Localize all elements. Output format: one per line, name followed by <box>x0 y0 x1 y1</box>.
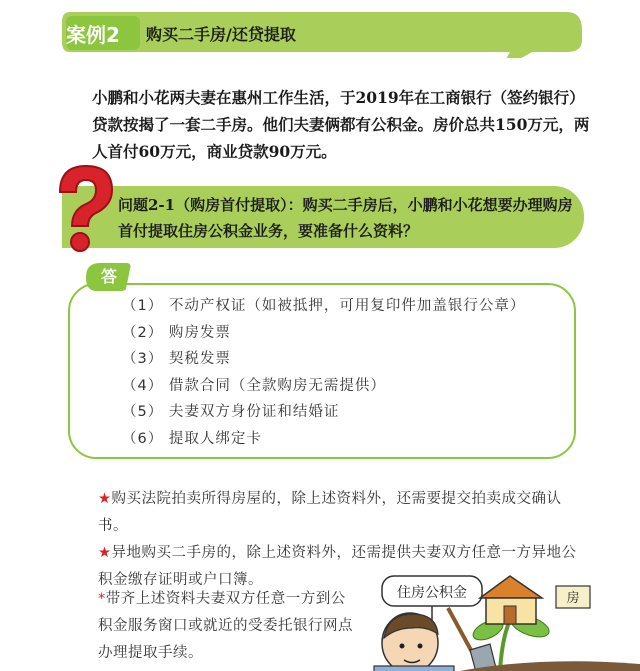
list-item: （2） 购房发票 <box>122 324 231 341</box>
house-roof <box>480 576 542 598</box>
note-procedure <box>98 586 354 667</box>
star-icon: ★ <box>98 545 112 561</box>
asterisk-icon: * <box>98 591 106 607</box>
cartoon-illustration <box>360 568 640 671</box>
house-label: 房 <box>566 591 580 606</box>
case-title: 购买二手房/还贷提取 <box>146 25 296 44</box>
list-item: （3） 契税发票 <box>122 351 231 367</box>
list-item: （4） 借款合同（全款购房无需提供） <box>122 377 386 394</box>
question-mark-icon <box>48 162 118 257</box>
sign-text: 住房公积金 <box>397 585 467 601</box>
note-text: 带齐上述资料夫妻双方任意一方到公积金服务窗口或就近的受委托银行网点办理提取手续。 <box>98 591 353 661</box>
list-item: （1） 不动产权证（如被抵押，可用复印件加盖银行公章） <box>122 298 526 314</box>
question-text: 问题2-1（购房首付提取）：购买二手房后，小鹏和小花想要办理购房首付提取住房公积金业务，要准备什么资料？ <box>118 196 573 240</box>
list-item: （5） 夫妻双方身份证和结婚证 <box>122 404 340 420</box>
case-banner <box>62 12 582 58</box>
answer-label: 答 <box>100 267 117 286</box>
note-auction <box>98 486 584 540</box>
list-item: （6） 提取人绑定卡 <box>122 430 262 447</box>
intro-paragraph: 小鹏和小花两夫妻在惠州工作生活，于2019年在工商银行（签约银行）贷款按揭了一套二手房。他们夫妻俩都有公积金。房价总共150万元，两人首付60万元，商业贷款90万元。 <box>92 88 590 161</box>
note-text: 购买法院拍卖所得房屋的，除上述资料外，还需要提交拍卖成交确认书。 <box>98 491 562 534</box>
note-text: 异地购买二手房的，除上述资料外，还需提供夫妻双方任意一方异地公积金缴存证明或户口簿。 <box>98 545 577 588</box>
answer-list <box>122 293 525 452</box>
star-icon: ★ <box>98 491 112 507</box>
case-badge: 案例2 <box>66 23 120 47</box>
